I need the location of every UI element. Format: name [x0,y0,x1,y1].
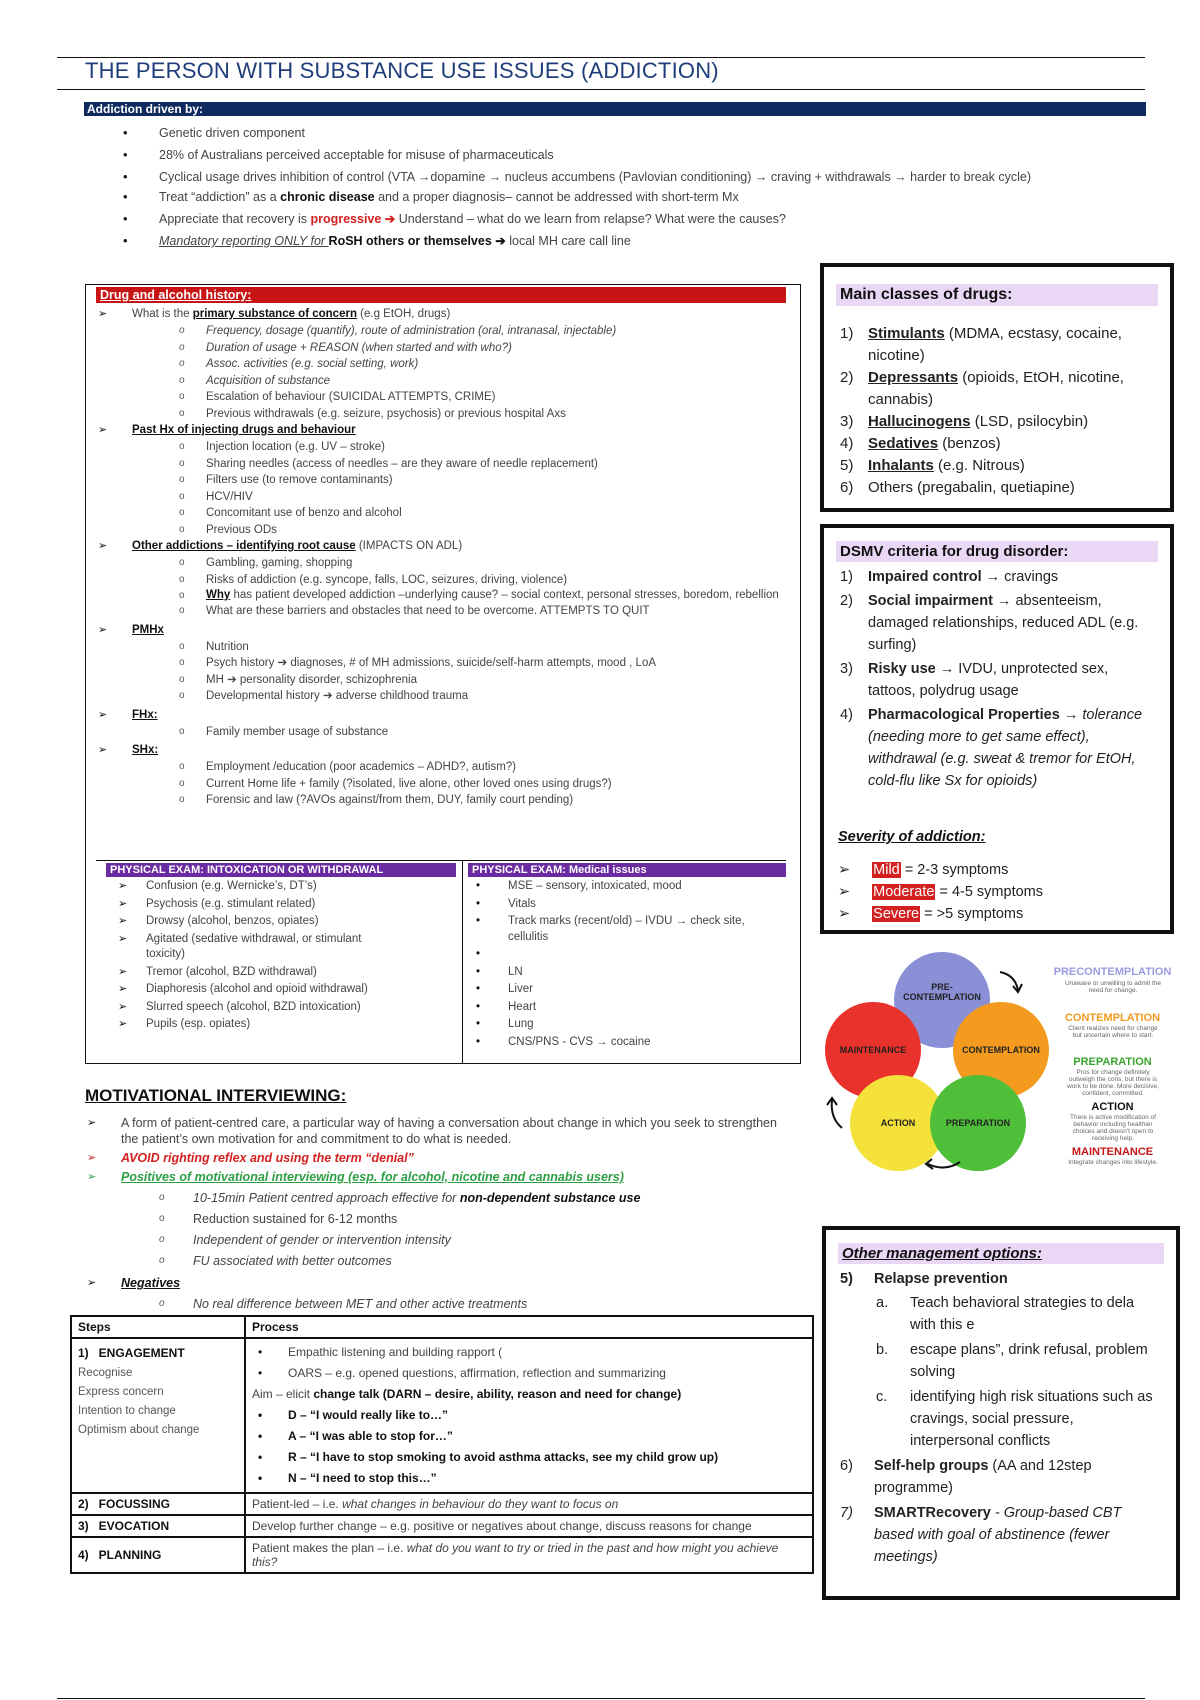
severity-heading: Severity of addiction: [838,829,986,845]
exam-intoxication [106,863,456,1033]
stage-maintenance: MAINTENANCE [1071,1146,1154,1158]
list-item: ➢ Pupils (esp. opiates) [106,1017,456,1033]
circle-label-preparation: PREPARATION [945,1118,1011,1128]
list-item: 2) Depressants (opioids, EtOH, nicotine, cannabis) [840,369,1124,408]
list-item: o 10-15min Patient centred approach effective for non-dependent substance use [85,1190,785,1206]
list-item: o Previous ODs [94,523,794,538]
list-item: o Injection location (e.g. UV – stroke) [94,440,794,455]
list-item: ➢ AVOID righting reflex and using the term “denial” [85,1150,785,1166]
list-item: 5) Relapse prevention [840,1271,1008,1287]
circle-label-maintenance: MAINTENANCE [839,1045,907,1055]
list-item: o Concomitant use of benzo and alcohol [94,506,794,521]
list-item: • Liver [468,982,786,998]
dsm-criteria-box [820,524,1174,934]
list-item: o Sharing needles (access of needles – are they aware of needle replacement) [94,457,794,472]
circle-label-contemplation: CONTEMPLATION [962,1045,1040,1055]
list-item: o Developmental history ➔ adverse childhood trauma [94,689,794,704]
list-item: o Independent of gender or intervention intensity [85,1232,785,1248]
circle-label-precontemplation: PRE- CONTEMPLATION [903,982,981,1002]
stage-contemplation: CONTEMPLATION [1064,1012,1161,1024]
list-item: 4) Sedatives (benzos) [840,435,1001,452]
list-item: o Psych history ➔ diagnoses, # of MH admissions, suicide/self-harm attempts, mood , LoA [94,656,794,671]
list-item: 1) Impaired control → cravings [840,569,1059,585]
list-item: 3) Risky use → IVDU, unprotected sex, tattoos, polydrug usage [840,661,1109,699]
cycle-arrows-icon [820,950,1060,1180]
table-cell: 2) FOCUSSING [71,1493,245,1515]
list-item: • Lung [468,1017,786,1033]
table-cell: 4) PLANNING [71,1537,245,1573]
list-item: o MH ➔ personality disorder, schizophrenia [94,673,794,688]
list-item: ➢ Confusion (e.g. Wernicke’s, DT’s) [106,879,456,895]
table-row [71,1493,813,1515]
table-cell: • Empathic listening and building rapport ( • OARS – e.g. opened questions, affirmation, reflection and summarizing Aim – elicit change talk (DARN – desire, ability, reason and need for change) • D – “I would really like to…” • A – “I was able to stop for…” • R – “I have to stop smoking to avoid asthma attacks, see my child grow up) • N – “I need to stop this…” [245,1338,813,1493]
drug-classes-box [820,263,1174,512]
list-item: • Cyclical usage drives inhibition of control (VTA →dopamine → nucleus accumbens (Pavlovian conditioning) → craving + withdrawals → harder to break cycle) [123,169,1113,185]
stages-of-change-diagram [820,950,1180,1180]
list-item: ➢ Negatives [85,1275,785,1291]
list-item: ➢ Agitated (sedative withdrawal, or stimulant toxicity) [106,932,456,963]
list-item: ➢ Psychosis (e.g. stimulant related) [106,897,456,913]
list-item: • Treat “addiction” as a chronic disease and a proper diagnosis– cannot be addressed with short-term Mx [123,189,1113,205]
addiction-heading-bar: Addiction driven by: [84,102,1146,116]
list-item: o Gambling, gaming, shopping [94,556,794,571]
list-item: o Escalation of behaviour (SUICIDAL ATTEMPTS, CRIME) [94,390,794,405]
stage-maintenance-desc: Integrate changes into lifestyle. [1068,1159,1158,1166]
list-item: ➢ A form of patient-centred care, a particular way of having a conversation about change in which you seek to strengthen the patient’s own motivation for and commitment to do what is needed. [85,1115,785,1147]
drug-classes-list [836,323,1158,499]
list-item: o Filters use (to remove contaminants) [94,473,794,488]
history-box [85,284,801,1064]
list-item: • Mandatory reporting ONLY for RoSH others or themselves ➔ local MH care call line [123,233,1113,249]
list-item: • LN [468,965,786,981]
table-header-row [71,1316,813,1338]
stage-precontemplation-desc: Unaware or unwilling to admit the need for change. [1064,980,1162,994]
stage-preparation-desc: Pros for change definitely outweigh the cons, but there is work to be done. More decisive, confident, committed. [1067,1069,1159,1097]
list-item [468,947,786,963]
page-title: THE PERSON WITH SUBSTANCE USE ISSUES (ADDICTION) [85,58,719,83]
list-item: 5) Inhalants (e.g. Nitrous) [840,457,1025,474]
list-item: o No real difference between MET and other active treatments [85,1296,785,1312]
stage-contemplation-desc: Client realizes need for change but uncertain where to start. [1068,1025,1158,1039]
stage-action-desc: There is active modification of behavior including healthier choices and doesn't open to receiving help. [1070,1114,1156,1142]
history-q1: ➢ What is the primary substance of concern (e.g EtOH, drugs) [94,307,794,322]
list-item: o Risks of addiction (e.g. syncope, falls, LOC, seizures, driving, violence) [94,573,794,588]
dsm-heading: DSMV criteria for drug disorder: [836,541,1158,562]
exam-column-divider [462,860,463,1063]
table-row [71,1338,813,1493]
table-cell: Patient-led – i.e. what changes in behaviour do they want to focus on [245,1493,813,1515]
mi-steps-table [70,1315,814,1574]
list-item: ➢ Positives of motivational interviewing (esp. for alcohol, nicotine and cannabis users) [85,1169,785,1185]
list-item: c. identifying high risk situations such as cravings, social pressure, interpersonal conflicts [876,1389,1153,1449]
table-cell: Patient makes the plan – i.e. what do you want to try or tried in the past and how might you achieve this? [245,1537,813,1573]
history-heading: Drug and alcohol history: [96,287,786,303]
history-q6: ➢ SHx: [94,743,794,758]
severity-list [838,859,1043,925]
list-item: 6) Others (pregabalin, quetiapine) [840,479,1075,496]
list-item: o Duration of usage + REASON (when started and with who?) [94,341,794,356]
list-item: 2) Social impairment → absenteeism, damaged relationships, reduced ADL (e.g. surfing) [840,593,1139,653]
table-cell: Develop further change – e.g. positive or negatives about change, discuss reasons for change [245,1515,813,1537]
list-item: o HCV/HIV [94,490,794,505]
list-item: • Heart [468,1000,786,1016]
other-heading: Other management options: [838,1243,1164,1264]
list-item: o FU associated with better outcomes [85,1253,785,1269]
exam-medical [468,863,786,1050]
list-item: o Acquisition of substance [94,374,794,389]
list-item: ➢ Slurred speech (alcohol, BZD intoxication) [106,1000,456,1016]
table-cell: 3) EVOCATION [71,1515,245,1537]
list-item: o Family member usage of substance [94,725,794,740]
table-header-process: Process [245,1316,813,1338]
stage-precontemplation: PRECONTEMPLATION [1053,966,1172,978]
list-item: 6) Self-help groups (AA and 12step programme) [840,1458,1092,1496]
list-item: ➢ Drowsy (alcohol, benzos, opiates) [106,914,456,930]
exam-medical-heading: PHYSICAL EXAM: Medical issues [468,863,786,877]
list-item: 4) Pharmacological Properties → tolerance (needing more to get same effect), withdrawal (e.g. sweat & tremor for EtOH, cold-flu like Sx for opioids) [840,707,1143,789]
bottom-rule [57,1698,1145,1699]
list-item: ➢ Mild = 2-3 symptoms [838,862,1009,878]
mi-content [85,1112,785,1312]
list-item: • Vitals [468,897,786,913]
list-item: 3) Hallucinogens (LSD, psilocybin) [840,413,1089,430]
list-item: o Employment /education (poor academics – ADHD?, autism?) [94,760,794,775]
list-item: o Assoc. activities (e.g. social setting, work) [94,357,794,372]
list-item: ➢ Tremor (alcohol, BZD withdrawal) [106,965,456,981]
other-list [840,1268,1160,1568]
list-item: • MSE – sensory, intoxicated, mood [468,879,786,895]
list-item: • Track marks (recent/old) – IVDU → check site, cellulitis [468,914,786,945]
table-row [71,1515,813,1537]
title-rule [57,89,1145,90]
list-item: o What are these barriers and obstacles that need to be overcome. ATTEMPTS TO QUIT [94,604,794,619]
dsm-list [836,566,1158,792]
stage-preparation: PREPARATION [1073,1056,1152,1068]
table-cell: 1) ENGAGEMENT Recognise Express concern Intention to change Optimism about change [71,1338,245,1493]
table-row [71,1537,813,1573]
list-item: a. Teach behavioral strategies to dela with this e [876,1295,1135,1333]
list-item: 1) Stimulants (MDMA, ecstasy, cocaine, nicotine) [840,325,1122,364]
drug-classes-heading: Main classes of drugs: [836,284,1158,306]
list-item: • Genetic driven component [123,125,1113,141]
list-item: o Nutrition [94,640,794,655]
mi-heading: MOTIVATIONAL INTERVIEWING: [85,1086,347,1105]
other-management-box [822,1226,1180,1600]
table-header-steps: Steps [71,1316,245,1338]
history-q2: ➢ Past Hx of injecting drugs and behaviour [94,423,794,438]
list-item: ➢ Severe = >5 symptoms [838,906,1024,922]
exam-intoxication-heading: PHYSICAL EXAM: INTOXICATION OR WITHDRAWAL [106,863,456,877]
addiction-bullets [123,125,1113,255]
history-q4: ➢ PMHx [94,623,794,638]
list-item: o Frequency, dosage (quantify), route of administration (oral, intranasal, injectable) [94,324,794,339]
list-item: ➢ Moderate = 4-5 symptoms [838,884,1043,900]
list-item: ➢ Diaphoresis (alcohol and opioid withdrawal) [106,982,456,998]
list-item: o Why has patient developed addiction –underlying cause? – social context, personal stresses, boredom, rebellion [94,589,794,602]
list-item: o Current Home life + family (?isolated, live alone, other loved ones using drugs?) [94,777,794,792]
history-q5: ➢ FHx: [94,708,794,723]
list-item: b. escape plans”, drink refusal, problem solving [876,1342,1148,1380]
list-item: • 28% of Australians perceived acceptable for misuse of pharmaceuticals [123,147,1113,163]
history-q3: ➢ Other addictions – identifying root cause (IMPACTS ON ADL) [94,539,794,554]
circle-label-action: ACTION [880,1118,916,1128]
list-item: • CNS/PNS - CVS → cocaine [468,1035,786,1051]
list-item: o Previous withdrawals (e.g. seizure, psychosis) or previous hospital Axs [94,407,794,422]
stage-action: ACTION [1091,1101,1134,1113]
list-item: o Forensic and law (?AVOs against/from them, DUY, family court pending) [94,793,794,808]
list-item: o Reduction sustained for 6-12 months [85,1211,785,1227]
list-item: 7) SMARTRecovery - Group-based CBT based with goal of abstinence (fewer meetings) [840,1505,1122,1565]
exam-divider [96,860,786,861]
list-item: • Appreciate that recovery is progressive ➔ Understand – what do we learn from relapse? What were the causes? [123,211,1113,227]
history-content [94,305,794,808]
